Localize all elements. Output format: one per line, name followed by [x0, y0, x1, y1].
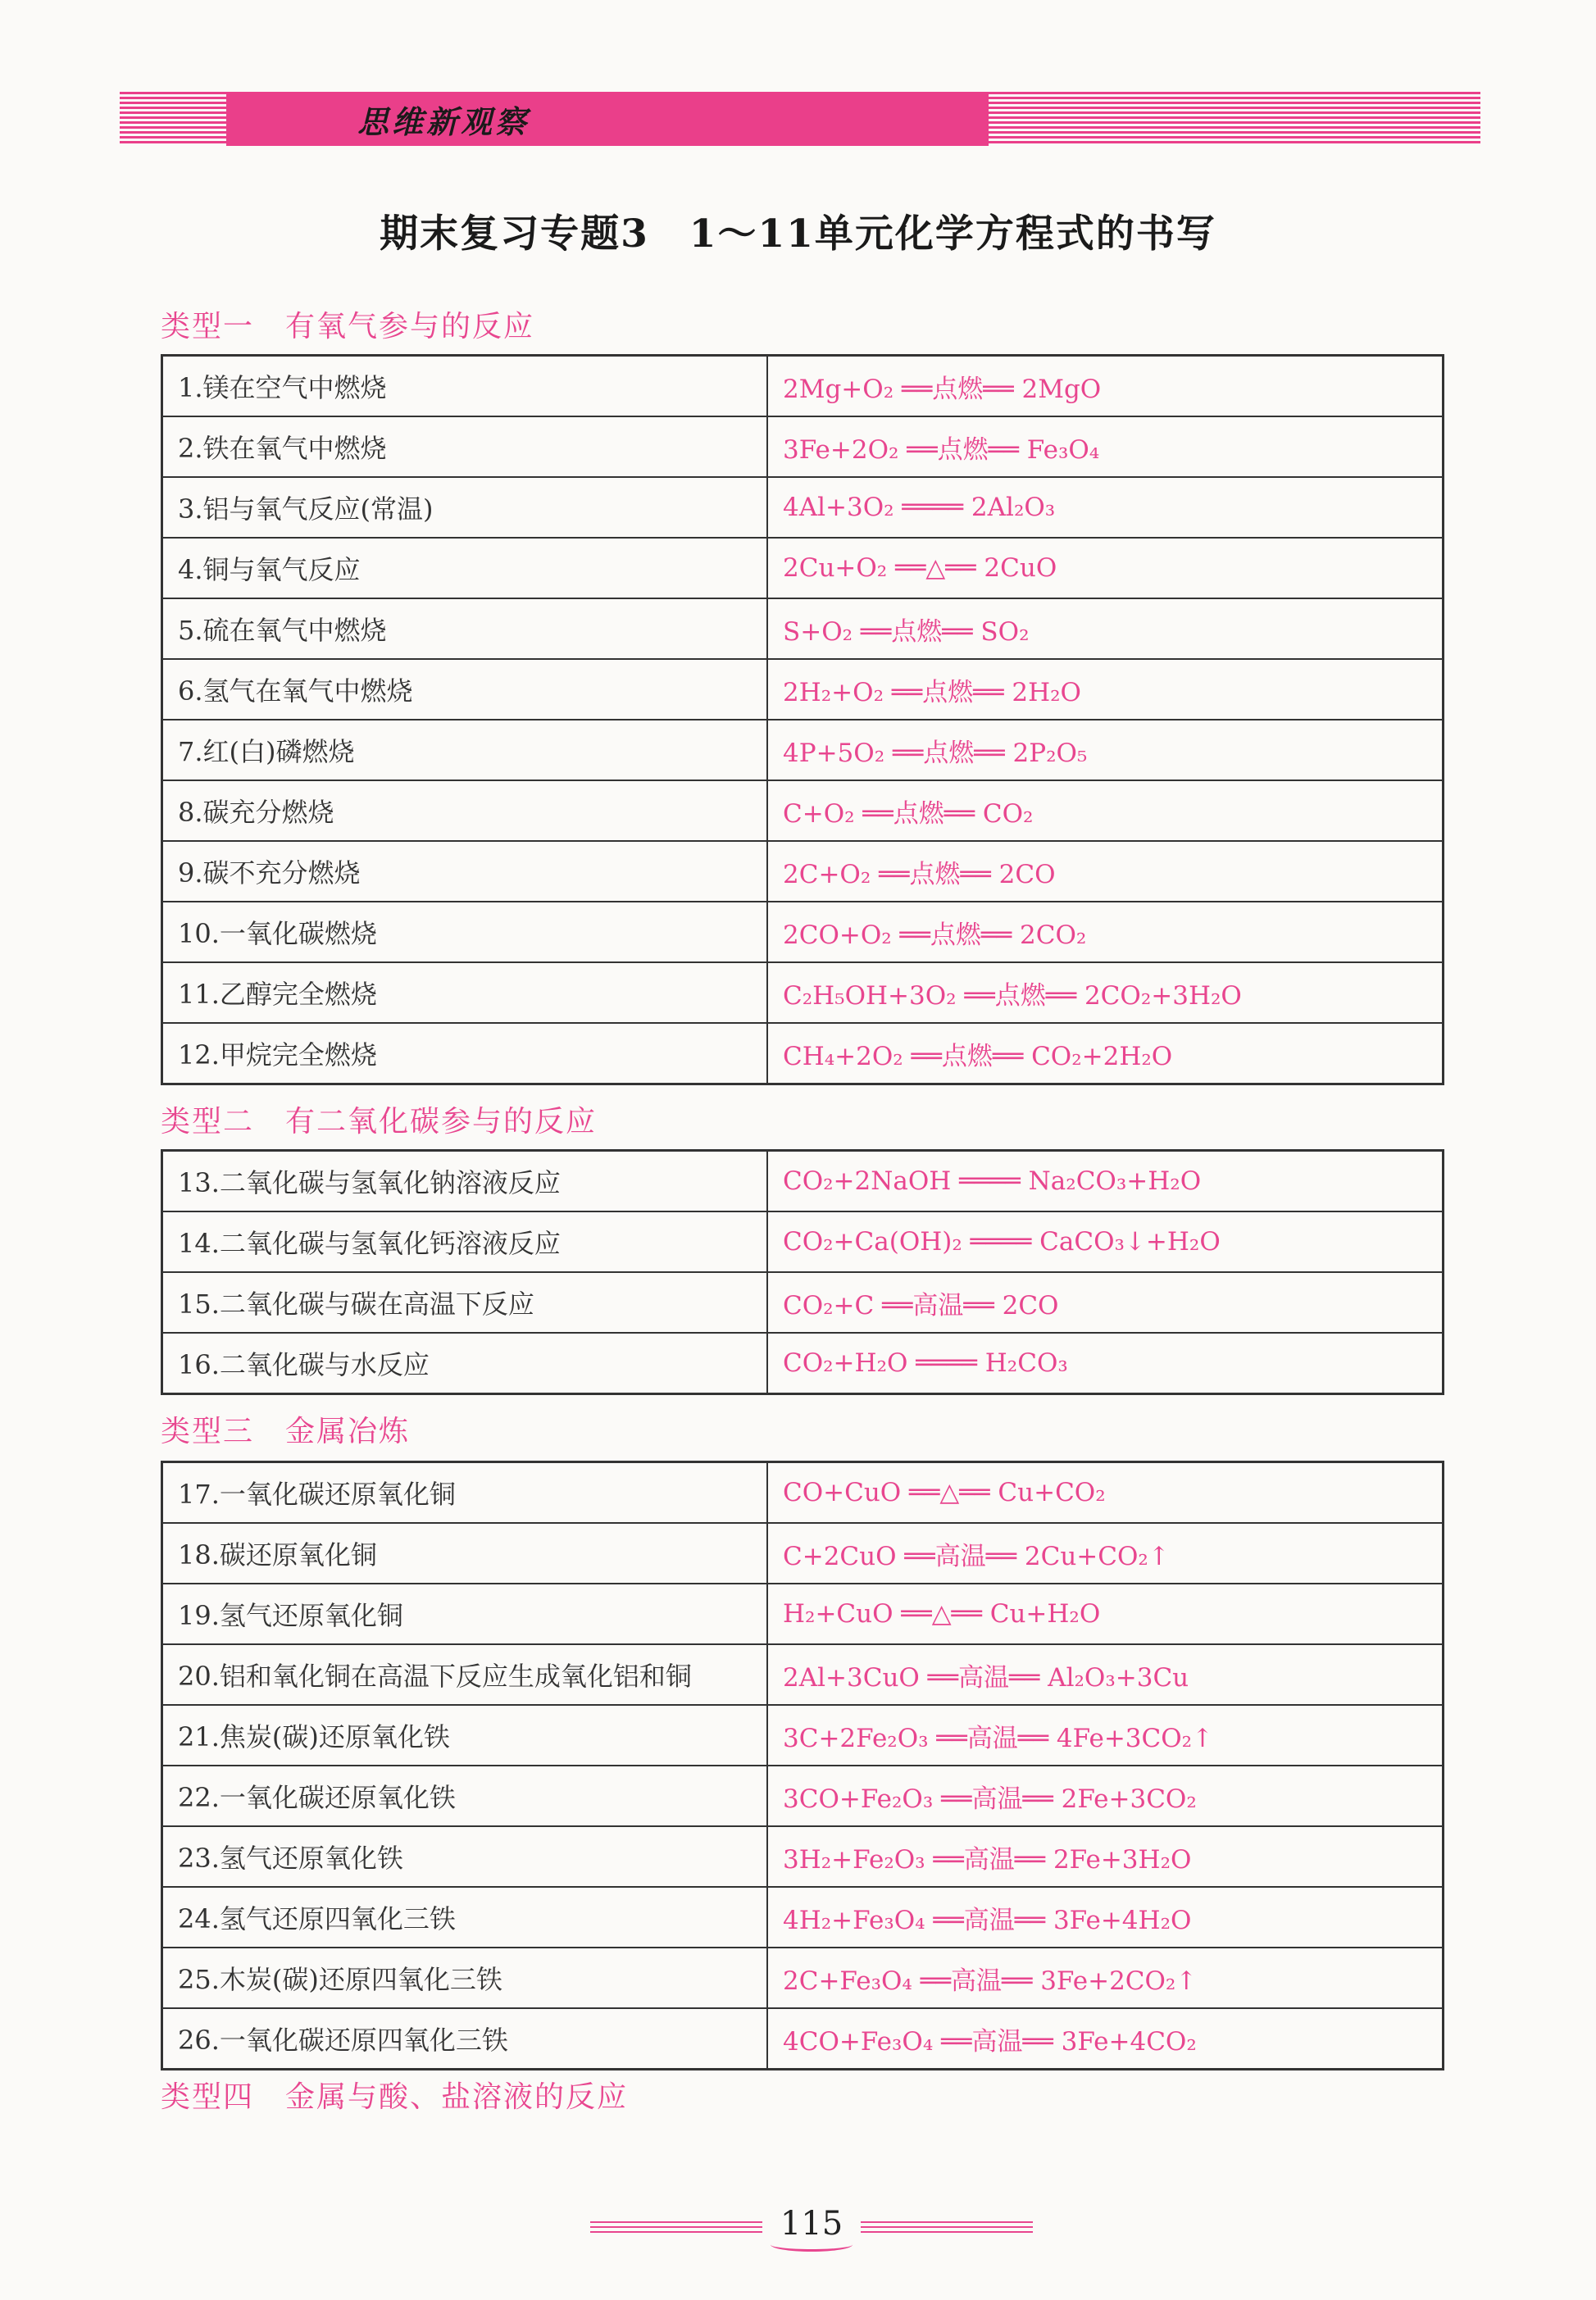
reaction-equation: 2C+O₂ ══点燃══ 2CO: [767, 841, 1444, 902]
reaction-equation: 4Al+3O₂ ════ 2Al₂O₃: [767, 477, 1444, 538]
table-row: [162, 1766, 1444, 1826]
reaction-equation: CO+CuO ══△══ Cu+CO₂: [767, 1462, 1444, 1524]
table-row: [162, 1333, 1444, 1394]
reaction-equation: 2Cu+O₂ ══△══ 2CuO: [767, 538, 1444, 598]
page-footer: [574, 2205, 1049, 2254]
reaction-equation: 2C+Fe₃O₄ ══高温══ 3Fe+2CO₂↑: [767, 1948, 1444, 2008]
reaction-name: 26.一氧化碳还原四氧化三铁: [162, 2008, 768, 2070]
reaction-name: 22.一氧化碳还原氧化铁: [162, 1766, 768, 1826]
reaction-name: 25.木炭(碳)还原四氧化三铁: [162, 1948, 768, 2008]
table-row: [162, 902, 1444, 962]
reaction-name: 1.镁在空气中燃烧: [162, 356, 768, 417]
table-row: [162, 1644, 1444, 1705]
reaction-name: 9.碳不充分燃烧: [162, 841, 768, 902]
reaction-name: 16.二氧化碳与水反应: [162, 1333, 768, 1394]
reaction-name: 4.铜与氧气反应: [162, 538, 768, 598]
reaction-name: 12.甲烷完全燃烧: [162, 1023, 768, 1084]
table-row: [162, 1584, 1444, 1644]
reaction-equation: 3Fe+2O₂ ══点燃══ Fe₃O₄: [767, 416, 1444, 477]
table-row: [162, 538, 1444, 598]
reaction-equation: 3CO+Fe₂O₃ ══高温══ 2Fe+3CO₂: [767, 1766, 1444, 1826]
reaction-name: 14.二氧化碳与氢氧化钙溶液反应: [162, 1211, 768, 1272]
table-row: [162, 1887, 1444, 1948]
table-row: [162, 1523, 1444, 1584]
reaction-equation: 4H₂+Fe₃O₄ ══高温══ 3Fe+4H₂O: [767, 1887, 1444, 1948]
reaction-name: 8.碳充分燃烧: [162, 780, 768, 841]
reaction-equation: C+O₂ ══点燃══ CO₂: [767, 780, 1444, 841]
reaction-table-2: [161, 1149, 1444, 1395]
table-row: [162, 1826, 1444, 1887]
table-row: [162, 1705, 1444, 1766]
table-row: [162, 1948, 1444, 2008]
section-heading-3: 类型三 金属冶炼: [161, 1415, 411, 1448]
table-row: [162, 659, 1444, 720]
table-row: [162, 1211, 1444, 1272]
reaction-equation: CO₂+C ══高温══ 2CO: [767, 1272, 1444, 1333]
reaction-equation: C+2CuO ══高温══ 2Cu+CO₂↑: [767, 1523, 1444, 1584]
table-row: [162, 1151, 1444, 1212]
reaction-name: 7.红(白)磷燃烧: [162, 720, 768, 780]
reaction-equation: CO₂+2NaOH ════ Na₂CO₃+H₂O: [767, 1151, 1444, 1212]
reaction-name: 21.焦炭(碳)还原氧化铁: [162, 1705, 768, 1766]
reaction-name: 11.乙醇完全燃烧: [162, 962, 768, 1023]
header-banner: [120, 92, 1480, 146]
reaction-equation: S+O₂ ══点燃══ SO₂: [767, 598, 1444, 659]
banner-solid: [226, 92, 989, 146]
section-heading-2: 类型二 有二氧化碳参与的反应: [161, 1105, 598, 1139]
reaction-name: 15.二氧化碳与碳在高温下反应: [162, 1272, 768, 1333]
reaction-equation: CO₂+Ca(OH)₂ ════ CaCO₃↓+H₂O: [767, 1211, 1444, 1272]
book-ornament-icon: [771, 2238, 853, 2252]
banner-label: 思维新观察: [357, 104, 530, 140]
reaction-name: 6.氢气在氧气中燃烧: [162, 659, 768, 720]
reaction-equation: 2Al+3CuO ══高温══ Al₂O₃+3Cu: [767, 1644, 1444, 1705]
reaction-name: 2.铁在氧气中燃烧: [162, 416, 768, 477]
reaction-name: 3.铝与氧气反应(常温): [162, 477, 768, 538]
reaction-name: 5.硫在氧气中燃烧: [162, 598, 768, 659]
reaction-name: 19.氢气还原氧化铜: [162, 1584, 768, 1644]
reaction-name: 17.一氧化碳还原氧化铜: [162, 1462, 768, 1524]
page-title: 期末复习专题3 1～11单元化学方程式的书写: [380, 211, 1216, 257]
table-row: [162, 1272, 1444, 1333]
table-row: [162, 962, 1444, 1023]
reaction-name: 20.铝和氧化铜在高温下反应生成氧化铝和铜: [162, 1644, 768, 1705]
reaction-name: 13.二氧化碳与氢氧化钠溶液反应: [162, 1151, 768, 1212]
reaction-name: 23.氢气还原氧化铁: [162, 1826, 768, 1887]
reaction-equation: 2Mg+O₂ ══点燃══ 2MgO: [767, 356, 1444, 417]
reaction-equation: 4P+5O₂ ══点燃══ 2P₂O₅: [767, 720, 1444, 780]
reaction-equation: CO₂+H₂O ════ H₂CO₃: [767, 1333, 1444, 1394]
reaction-name: 18.碳还原氧化铜: [162, 1523, 768, 1584]
table-row: [162, 598, 1444, 659]
table-row: [162, 780, 1444, 841]
reaction-equation: 3C+2Fe₂O₃ ══高温══ 4Fe+3CO₂↑: [767, 1705, 1444, 1766]
section-heading-4: 类型四 金属与酸、盐溶液的反应: [161, 2080, 629, 2114]
table-row: [162, 356, 1444, 417]
table-row: [162, 1023, 1444, 1084]
reaction-equation: H₂+CuO ══△══ Cu+H₂O: [767, 1584, 1444, 1644]
reaction-table-3: [161, 1461, 1444, 2070]
reaction-equation: CH₄+2O₂ ══点燃══ CO₂+2H₂O: [767, 1023, 1444, 1084]
table-row: [162, 477, 1444, 538]
reaction-equation: 2H₂+O₂ ══点燃══ 2H₂O: [767, 659, 1444, 720]
table-row: [162, 720, 1444, 780]
reaction-equation: 2CO+O₂ ══点燃══ 2CO₂: [767, 902, 1444, 962]
section-heading-1: 类型一 有氧气参与的反应: [161, 310, 535, 343]
reaction-equation: C₂H₅OH+3O₂ ══点燃══ 2CO₂+3H₂O: [767, 962, 1444, 1023]
table-row: [162, 841, 1444, 902]
reaction-equation: 4CO+Fe₃O₄ ══高温══ 3Fe+4CO₂: [767, 2008, 1444, 2070]
reaction-name: 10.一氧化碳燃烧: [162, 902, 768, 962]
table-row: [162, 1462, 1444, 1524]
page-number: 115: [780, 2205, 843, 2243]
reaction-name: 24.氢气还原四氧化三铁: [162, 1887, 768, 1948]
reaction-table-1: [161, 354, 1444, 1085]
table-row: [162, 2008, 1444, 2070]
reaction-equation: 3H₂+Fe₂O₃ ══高温══ 2Fe+3H₂O: [767, 1826, 1444, 1887]
table-row: [162, 416, 1444, 477]
